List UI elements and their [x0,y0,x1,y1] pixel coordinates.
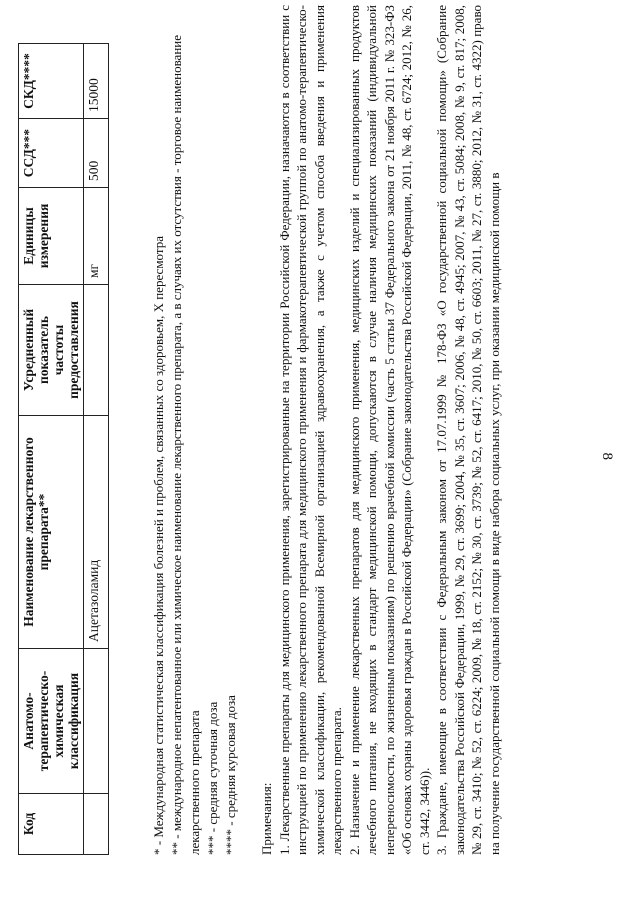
header-drug-name: Наименование лекарственного препарата** [19,416,84,649]
header-skd: СКД**** [19,44,84,119]
notes-title: Примечания: [259,782,274,855]
footnote-inn: ** - международное непатентованное или химическое наименование лекарственного препарата, а в случаях их отсутствия - торговое наименование лекарственного препарата [169,34,202,855]
header-code: Код [19,794,84,855]
header-atc-classification: Анатомо-терапевтическо-химическая классификация [19,649,84,794]
page-number: 8 [599,452,615,460]
table-header-row [19,44,84,855]
header-units: Единицы измерения [19,188,84,285]
footnote-course-dose: **** - средняя курсовая доза [223,695,238,855]
note-item: 1. Лекарственные препараты для медицинского применения, зарегистрированные на территории Российской Федерации, назначаются в соответствии с инструкцией по применению лекарственного препарата для медицинского применения и фармакотерапевтической группой по анатомо-терапевтическо-химической классификации, рекомендованной Всемирной организацией здравоохранения, а также с учетом способа введения и применения лекарственного препарата. [276,5,344,855]
cell-skd: 15000 [84,44,109,119]
note-item: 3. Граждане, имеющие в соответствии с Федеральным законом от 17.07.1999 № 178-ФЗ «О государственной социальной помощи» (Собрание законодательства Российской Федерации, 1999, № 29, ст. 3699; 2004, № 35, ст. 3607; 2006, № 48, ст. 4945; 2007, № 43, ст. 5084; 2008, № 9, ст. 817; 2008, № 29, ст. 3410; № 52, ст. 6224; 2009, № 18, ст. 2152; № 30, ст. 3739; № 52, ст. 6417; 2010, № 50, ст. 6603; 2011, № 27, ст. 3880; 2012, № 31, ст. 4322) право на получение государственной социальной помощи в виде набора социальных услуг, при оказании медицинской помощи в [434,5,502,855]
cell-units: мг [84,188,109,285]
footnote-icd: * - Международная статистическая классификация болезней и проблем, связанных со здоровьем, X пересмотра [151,236,166,855]
cell-frequency [84,285,109,416]
cell-code [84,794,109,855]
header-ssd: ССД*** [19,119,84,188]
drug-standard-table [18,43,109,855]
notes-section [258,5,503,855]
cell-drug-name: Ацетазоламид [84,416,109,649]
cell-atc [84,649,109,794]
header-frequency: Усредненный показатель частоты предоставления [19,285,84,416]
footnotes [150,35,240,855]
footnote-daily-dose: *** - средняя суточная доза [205,701,220,855]
cell-ssd: 500 [84,119,109,188]
note-item: 2. Назначение и применение лекарственных препаратов для медицинского применения, медицинских изделий и специализированных продуктов лечебного питания, не входящих в стандарт медицинской помощи, допускаются в случае наличия медицинских показаний (индивидуальной непереносимости, по жизненным показаниям) по решению врачебной комиссии (часть 5 статьи 37 Федерального закона от 21 ноября 2011 г. № 323-ФЗ «Об основах охраны здоровья граждан в Российской Федерации» (Собрание законодательства Российской Федерации, 2011, № 48, ст. 6724; 2012, № 26, ст. 3442, 3446)). [346,5,432,855]
table-row [84,44,109,855]
